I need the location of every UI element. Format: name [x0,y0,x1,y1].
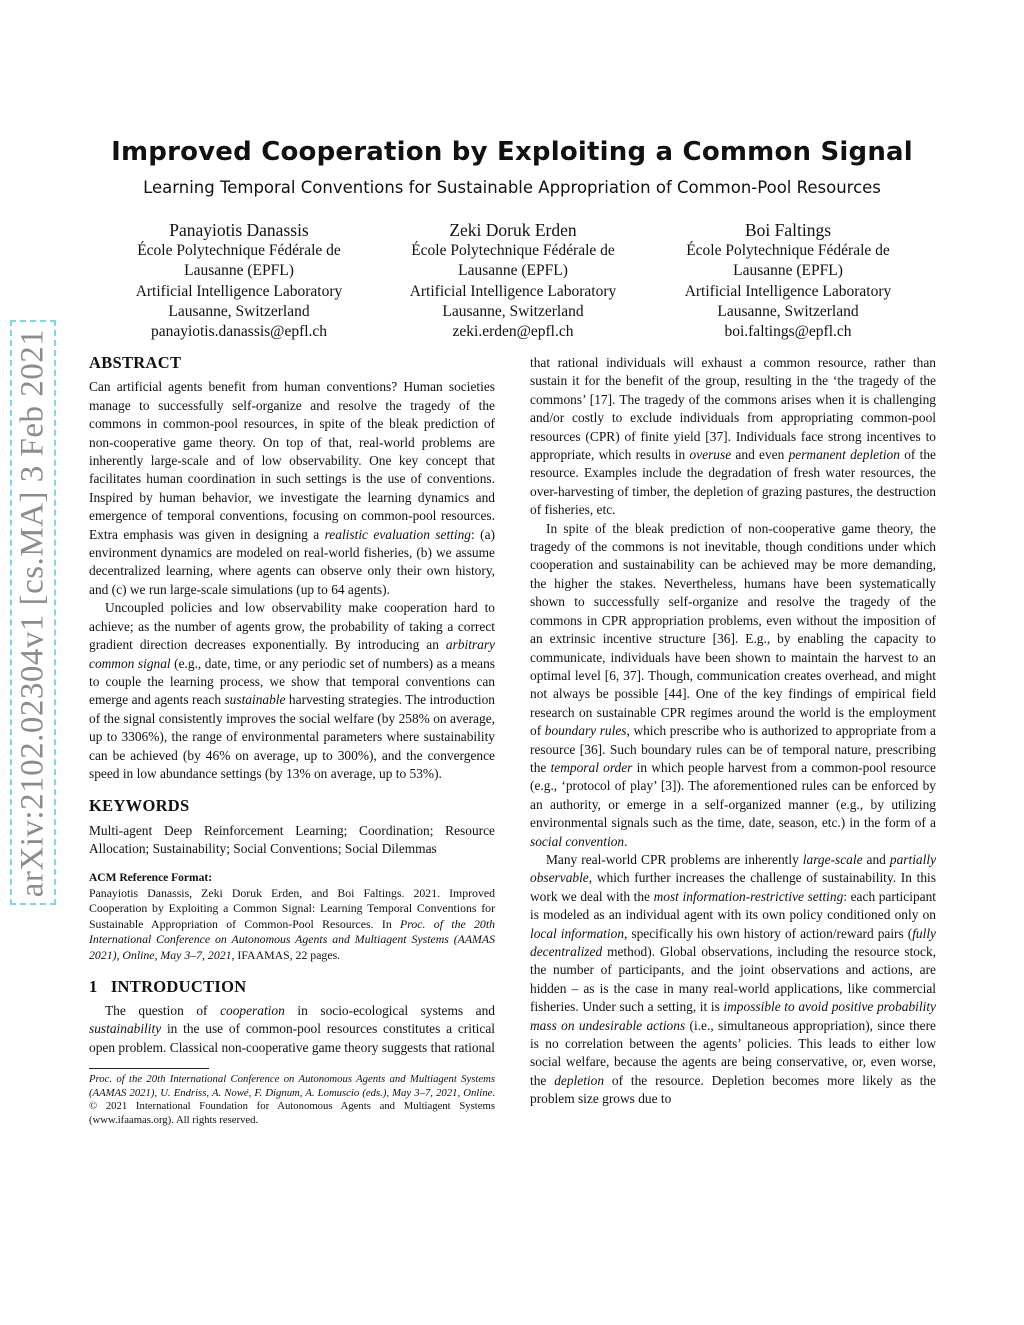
author-affiliation: École Polytechnique Fédérale de [411,242,615,259]
abstract-paragraph: Uncoupled policies and low observability make cooperation hard to achieve; as the number of agents grow, the probability of taking a correct gradient direction decreases exponentially. By introducing an arbitrary common signal (e.g., date, time, or any periodic set of numbers) as a means to couple the learning process, we show that temporal conventions can emerge and agents reach sustainable harvesting strategies. The introduction of the signal consistently improves the social welfare (by 258% on average, up to 3306%), the range of environmental parameters where sustainability can be achieved (by 46% on average, up to 300%), and the convergence speed in low abundance settings (by 13% on average, up to 53%). [89,600,495,781]
acm-reference-text: Panayiotis Danassis, Zeki Doruk Erden, and Boi Faltings. 2021. Improved Cooperation by Exploiting a Common Signal: Learning Temporal Conventions for Sustainable Appropriation of Common-Pool Resources. In Proc. of the 20th International Conference on Autonomous Agents and Multiagent Systems (AAMAS 2021), Online, May 3–7, 2021, IFAAMAS, 22 pages. [89,885,495,962]
acm-reference-heading: ACM Reference Format: [89,871,213,884]
abstract-paragraph: Can artificial agents benefit from human conventions? Human societies manage to successfully self-organize and resolve the tragedy of the commons in common-pool resources, in spite of the bleak prediction of non-cooperative game theory. On top of that, real-world problems are inherently large-scale and of low observability. One key concept that facilitates human coordination in such settings is the use of conventions. Inspired by human behavior, we investigate the learning dynamics and emergence of temporal conventions, focusing on common-pool resources. Extra emphasis was given in designing a realistic evaluation setting: (a) environment dynamics are modeled on real-world fisheries, (b) we assume decentralized learning, where agents can observe only their own history, and (c) we run large-scale simulations (up to 64 agents). [89,379,495,597]
author-affiliation: Lausanne (EPFL) [458,262,568,280]
right-column [530,354,936,1109]
introduction-heading: 1 INTRODUCTION [89,976,247,996]
author-affiliation: Lausanne (EPFL) [184,262,294,280]
abstract-heading: ABSTRACT [89,353,182,372]
author-affiliation: Lausanne (EPFL) [733,262,843,280]
footnote-rule [89,1068,209,1069]
author-email: panayiotis.danassis@epfl.ch [150,323,328,341]
keywords-heading: KEYWORDS [89,796,190,816]
author-block [373,219,653,342]
paper-title: Improved Cooperation by Exploiting a Common Signal [111,137,913,167]
author-name: Boi Faltings [744,220,832,240]
keywords-text: Multi-agent Deep Reinforcement Learning; Coordination; Resource Allocation; Sustainability; Social Conventions; Social Dilemmas [89,822,495,857]
introduction-paragraph: The question of cooperation in socio-ecological systems and sustainability in the use of common-pool resources constitutes a critical open problem. Classical non-cooperative game theory suggests that rational [89,1002,495,1055]
arxiv-identifier-text: arXiv:2102.02304v1 [cs.MA] 3 Feb 2021 [14,328,51,897]
introduction-paragraph: Many real-world CPR problems are inherently large-scale and partially observable, which further increases the challenge of sustainability. In this work we deal with the most information-restrictive setting: each participant is modeled as an individual agent with its own policy conditioned only on local information, specifically his own history of action/reward pairs (fully decentralized method). Global observations, including the resource stock, the number of participants, and the joint observations and actions, are hidden – as is the case in many real-world applications, like commercial fisheries. Under such a setting, it is impossible to avoid positive probability mass on undesirable actions (i.e., simultaneous appropriation), since there is no correlation between the agents’ policies. This leads to either low social welfare, because the agents are being conservative, or, even worse, the depletion of the resource. Depletion becomes more likely as the problem size grows due to [530,851,937,1107]
introduction-paragraph-continued: that rational individuals will exhaust a common resource, rather than sustain it for the benefit of the group, resulting in the ‘the tragedy of the commons’ [17]. The tragedy of the commons arises when it is challenging and/or costly to exclude individuals from appropriating common-pool resources (CPR) of finite yield [37]. Individuals face strong incentives to appropriate, which results in overuse and even permanent depletion of the resource. Examples include the degradation of fresh water resources, the over-harvesting of timber, the depletion of grazing pastures, the destruction of fisheries, etc. [530,355,937,518]
author-location: Lausanne, Switzerland [442,302,584,320]
introduction-paragraph: In spite of the bleak prediction of non-cooperative game theory, the tragedy of the commons is not inevitable, though conditions under which cooperation and sustainability can be achieved may be more demanding, the higher the stakes. Nevertheless, humans have been systematically shown to successfully self-organize and resolve the tragedy of the commons in CPR appropriation problems, even without the imposition of an extrinsic incentive structure [36]. E.g., by enabling the capacity to communicate, individuals have been shown to maintain the harvest to an optimal level [6, 37]. Though, communication creates overhead, and might not always be possible [44]. One of the key findings of empirical field research on sustainable CPR regimes around the world is the employment of boundary rules, which prescribe who is authorized to appropriate from a resource [36]. Such boundary rules can be of temporal nature, prescribing the temporal order in which people harvest from a common-pool resource (e.g., ‘protocol of play’ [3]). The aforementioned rules can be enforced by an authority, or emerge in a self-organized manner (e.g., by utilizing environmental signals such as the time, date, season, etc.) in the form of a social convention. [530,520,937,849]
left-column [89,354,495,1128]
author-block [99,219,379,342]
author-location: Lausanne, Switzerland [717,302,859,320]
paper-subtitle: Learning Temporal Conventions for Sustainable Appropriation of Common-Pool Resources [143,178,881,197]
author-email: boi.faltings@epfl.ch [724,323,852,341]
author-block [648,219,928,342]
author-lab: Artificial Intelligence Laboratory [409,282,617,300]
author-email: zeki.erden@epfl.ch [452,323,574,341]
author-location: Lausanne, Switzerland [168,302,310,320]
arxiv-identifier-stamp [10,320,56,905]
author-lab: Artificial Intelligence Laboratory [135,282,343,300]
author-name: Panayiotis Danassis [169,220,309,240]
footnote: Proc. of the 20th International Conference on Autonomous Agents and Multiagent Systems (AAMAS 2021), U. Endriss, A. Nowé, F. Dignum, A. Lomuscio (eds.), May 3–7, 2021, Online. © 2021 International Foundation for Autonomous Agents and Multiagent Systems (www.ifaamas.org). All rights reserved. [89,1072,495,1127]
author-affiliation: École Polytechnique Fédérale de [137,242,341,259]
author-name: Zeki Doruk Erden [449,220,577,240]
author-lab: Artificial Intelligence Laboratory [684,282,892,300]
author-affiliation: École Polytechnique Fédérale de [686,242,890,259]
